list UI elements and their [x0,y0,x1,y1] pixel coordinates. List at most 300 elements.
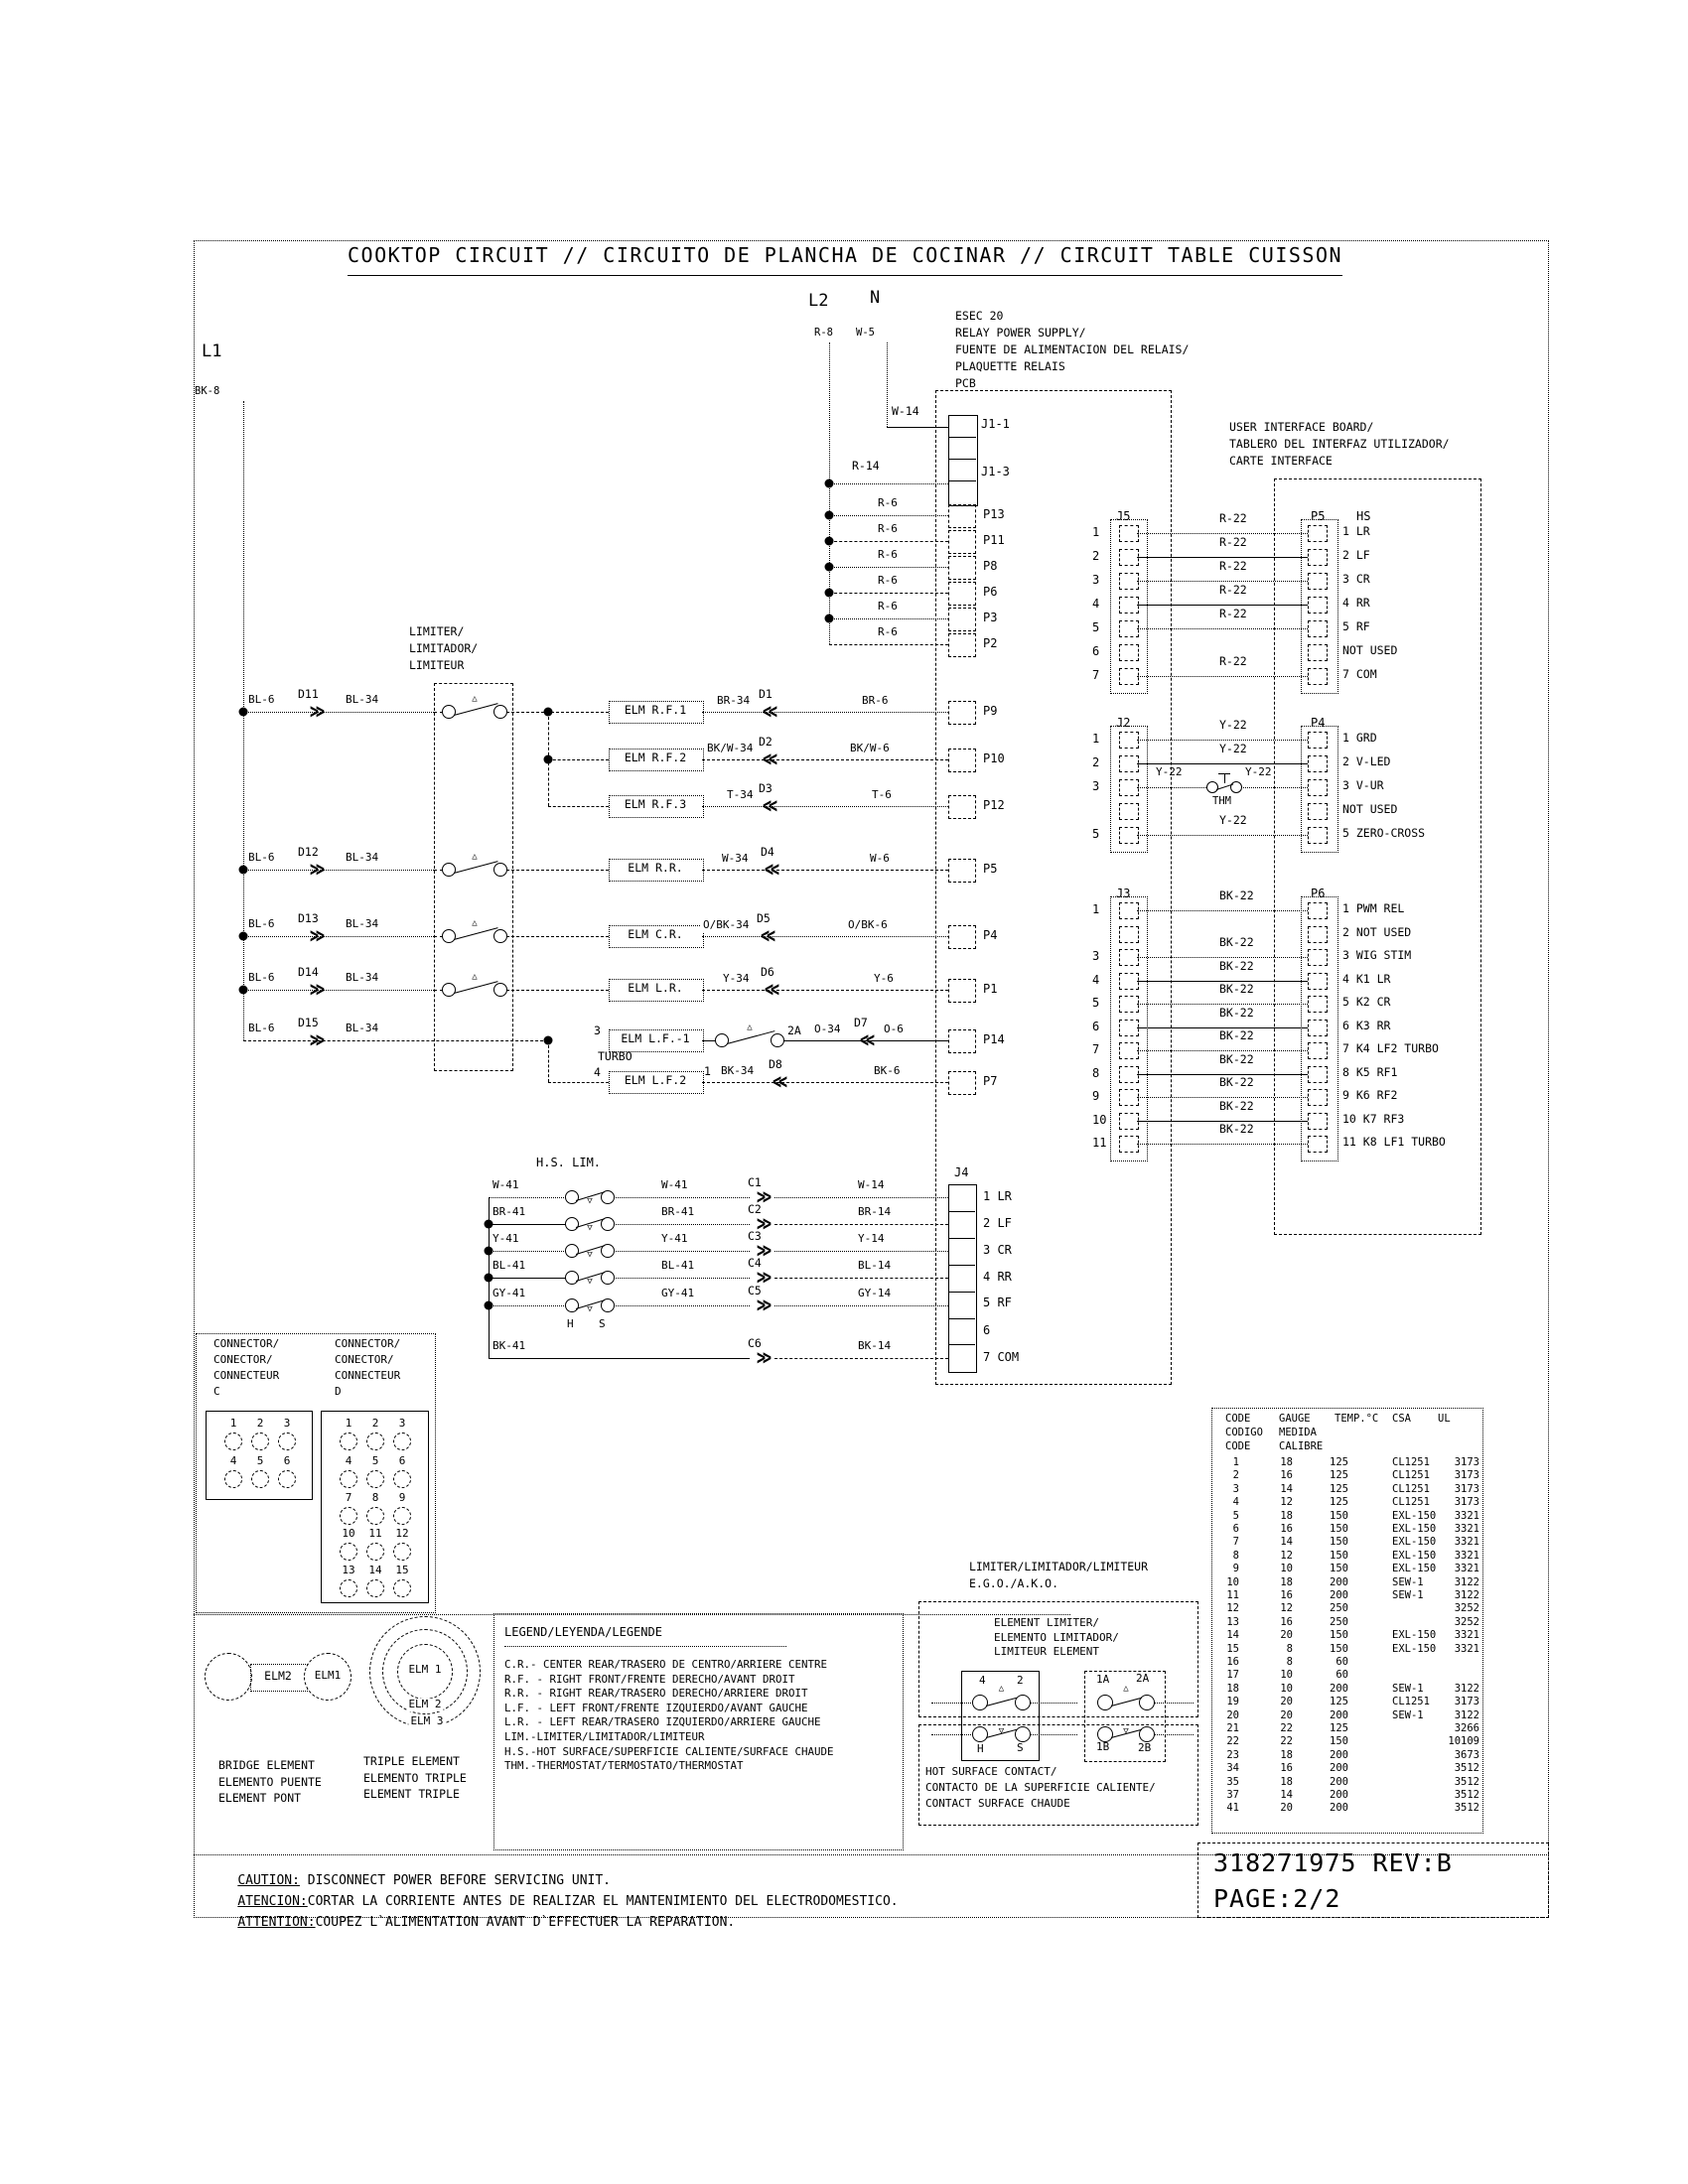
pin-function-label: 2 LF [1342,548,1370,562]
wire-label: R-6 [878,574,898,587]
pin-function-label: NOT USED [1342,802,1398,816]
element-wire [702,712,948,713]
wire-label: Y-22 [1219,718,1247,732]
wire-label: BL-34 [346,917,379,930]
pin-circle [251,1470,269,1488]
wire-label: Y-14 [858,1232,885,1245]
connector-ref: D15 [298,1016,319,1029]
contact-circle [972,1695,988,1710]
gauge-cell: 3321 [1454,1536,1479,1549]
contact-circle [493,705,507,719]
gauge-cell: 150 [1330,1549,1348,1562]
gauge-cell: 20 [1280,1708,1293,1721]
connector-ref: C2 [748,1202,762,1216]
relay-port-box [948,749,976,772]
pin-number: 1A [1096,1673,1110,1686]
chevron-left-icon: << [760,922,774,949]
gauge-cell: EXL-150 [1392,1509,1437,1522]
wire-label: BL-34 [346,971,379,984]
gauge-cell: EXL-150 [1392,1629,1437,1642]
wire-label: BK-22 [1219,888,1254,902]
hs-wire [614,1278,750,1279]
pin-number: 8 [371,1491,379,1504]
connector-label: J5 [1116,509,1131,523]
connector-title: CONNECTOR/ [335,1337,401,1350]
elm-ring-label: ELM 2 [408,1698,442,1710]
element-wire [702,870,948,871]
element-label: ELM R.R. [628,861,683,875]
element-label: ELM L.F.2 [624,1073,687,1087]
gauge-cell: 13 [1226,1615,1239,1628]
gauge-cell: 200 [1330,1789,1348,1801]
element-feed [506,712,609,713]
wire-label: GY-41 [661,1287,695,1299]
wire-label: BL-6 [248,1022,275,1034]
j4-cell-divider [948,1292,975,1293]
page-title: COOKTOP CIRCUIT // CIRCUITO DE PLANCHA DE COCINAR // CIRCUIT TABLE CUISSON [348,244,1342,276]
hs-wire [489,1197,566,1198]
harness-wire [1137,1004,1308,1005]
pin-box [1308,755,1328,772]
bridge-element-circle [205,1653,252,1701]
pin-number: 8 [1092,1065,1100,1080]
caution-text: COUPEZ L`ALIMENTATION AVANT D`EFFECTUER LA REPARATION. [315,1915,736,1931]
chevron-right-icon: >> [309,1026,323,1053]
junction-dot [825,537,834,546]
chevron-left-icon: << [762,746,775,772]
gauge-cell: 41 [1226,1802,1239,1815]
pin-number: 2 [256,1417,264,1430]
stub-wire [931,1703,973,1704]
branch-wire [548,1082,609,1083]
contact-circle [771,1033,784,1047]
pin-circle [340,1543,357,1561]
relay-port-label: P13 [983,507,1005,521]
pin-circle [278,1433,296,1450]
element-feed [243,712,434,713]
pin-box [1119,732,1139,749]
element-feed [243,936,434,937]
gauge-cell: 16 [1280,1589,1293,1601]
pin-box [1308,1066,1328,1083]
pin-number: 2A [1136,1672,1150,1685]
wire-label: Y-34 [723,972,750,985]
pin-box [1119,973,1139,990]
gauge-cell: 200 [1330,1575,1348,1588]
wire-label: Y-6 [874,972,894,985]
junction-dot [825,511,834,520]
element-pin-number: 3 [594,1024,601,1037]
connector-ref: D12 [298,845,319,859]
gauge-cell: 12 [1280,1602,1293,1615]
gauge-cell: 150 [1330,1509,1348,1522]
pin-box [1308,996,1328,1013]
gauge-cell: EXL-150 [1392,1563,1437,1575]
element-limiter-caption: ELEMENTO LIMITADOR/ [994,1630,1119,1644]
harness-wire [1137,1050,1308,1051]
hot-surface-nabla-icon: ▽ [587,1277,593,1287]
relay-port-label: P5 [983,862,998,876]
pin-number: 5 [371,1454,379,1467]
gauge-cell: 8 [1286,1656,1293,1668]
limiter-triangle-icon: △ [998,1684,1005,1694]
relay-port-label: P6 [983,585,998,599]
stub-wire [931,1734,973,1735]
gauge-cell: 125 [1330,1696,1348,1708]
n-label: N [870,288,881,308]
elm2-label: ELM2 [264,1669,292,1683]
harness-wire [1137,910,1308,911]
document-number: 318271975 REV:B [1213,1848,1453,1877]
hot-surface-nabla-icon: ▽ [587,1196,593,1206]
wire-label: W-34 [722,852,749,865]
j4-cell-divider [948,1318,975,1319]
gauge-cell: 18 [1280,1748,1293,1761]
gauge-cell: 21 [1226,1722,1239,1734]
harness-wire [1137,676,1308,677]
relay-board-title: PCB [955,376,976,390]
pin-number: 1B [1096,1740,1110,1753]
gauge-cell: 3122 [1454,1682,1479,1695]
wire-label: BK-22 [1219,958,1254,973]
pin-box [1119,525,1139,542]
pin-box [1308,549,1328,566]
r14-wire [829,483,948,484]
contact-circle [565,1217,579,1231]
hs-wire [614,1197,750,1198]
j1-cell-divider [948,437,976,438]
pin-box [1308,620,1328,637]
element-feed [506,990,609,991]
connector-ref: D5 [757,911,771,925]
wire-label: R-22 [1219,583,1247,597]
bridge-caption: BRIDGE ELEMENT [218,1758,315,1772]
wire-label: R-6 [878,600,898,613]
hs-wire [489,1305,566,1306]
gauge-cell: 10 [1226,1575,1239,1588]
element-feed [243,990,434,991]
pin-box [1308,732,1328,749]
connector-title: CONNECTEUR [213,1369,280,1382]
wire-label: Y-22 [1219,742,1247,755]
pin-box [1308,779,1328,796]
contact-circle [493,983,507,997]
gauge-cell: 150 [1330,1536,1348,1549]
pin-box [1119,803,1139,820]
limiter-triangle-icon: △ [472,918,478,928]
wire-label: BR-34 [717,694,751,707]
triple-caption: ELEMENTO TRIPLE [363,1770,467,1785]
gauge-cell: 2 [1232,1469,1239,1482]
pin-number: 1 [1092,732,1100,746]
l2-wire-label: R-8 [814,327,833,339]
pin-number: 14 [368,1564,382,1576]
gauge-cell: 22 [1280,1735,1293,1748]
gauge-cell: 3321 [1454,1563,1479,1575]
pin-function-label: 5 RF [983,1296,1012,1309]
gauge-cell: 12 [1226,1602,1239,1615]
wire-label: BL-6 [248,693,275,706]
relay-port-label: P3 [983,611,998,624]
harness-wire [1137,628,1308,629]
gauge-cell: 12 [1280,1496,1293,1509]
gauge-cell: EXL-150 [1392,1642,1437,1655]
gauge-cell: 200 [1330,1775,1348,1788]
connector-ref: C5 [748,1284,762,1297]
gauge-cell: CL1251 [1392,1456,1430,1468]
pin-box [1119,1020,1139,1036]
relay-port-label: P14 [983,1032,1005,1046]
j4-cell-divider [948,1211,975,1212]
pin-number: 6 [1092,1019,1100,1033]
gauge-cell: 11 [1226,1589,1239,1601]
element-pin-number: 1 [704,1064,711,1078]
element-wire [702,936,948,937]
legend-line: L.F. - LEFT FRONT/FRENTE IZQUIERDO/AVANT GAUCHE [504,1701,808,1714]
harness-wire [1137,557,1308,558]
pin-function-label: 3 WIG STIM [1342,948,1412,962]
caution-text: CORTAR LA CORRIENTE ANTES DE REALIZAR EL MANTENIMIENTO DEL ELECTRODOMESTICO. [307,1894,899,1910]
pin-box [1119,996,1139,1013]
pin-function-label: 1 PWM REL [1342,901,1405,915]
pin-function-label: 4 K1 LR [1342,971,1391,986]
gauge-header: CSA [1392,1413,1411,1425]
element-feed [506,870,609,871]
r6-wire [829,618,948,619]
element-label: ELM L.F.-1 [621,1031,690,1045]
connector-label: J2 [1116,716,1131,730]
wire-label: O/BK-34 [703,918,750,931]
connector-ref: D2 [759,735,773,749]
connector-label: P4 [1311,716,1326,730]
gauge-cell: 200 [1330,1682,1348,1695]
harness-wire [1137,533,1308,534]
gauge-cell: 15 [1226,1642,1239,1655]
relay-port-label: P8 [983,559,998,573]
gauge-cell: 20 [1280,1696,1293,1708]
harness-wire [1137,1097,1308,1098]
relay-port-box [948,925,976,949]
relay-port-label: P7 [983,1074,998,1088]
harness-wire [1137,605,1308,606]
elm1-label: ELM1 [314,1669,342,1682]
pin-circle [340,1507,357,1525]
pin-box [1119,620,1139,637]
pin-function-label: 11 K8 LF1 TURBO [1342,1135,1446,1149]
connector-title: C [213,1385,220,1398]
legend-line: H.S.-HOT SURFACE/SUPERFICIE CALIENTE/SURFACE CHAUDE [504,1744,834,1758]
wire-label: BK-6 [874,1064,901,1077]
wire-label: W-6 [870,852,890,865]
gauge-cell: 200 [1330,1762,1348,1775]
stub-wire [1030,1734,1077,1735]
relay-port-box [948,608,976,631]
gauge-cell: 125 [1330,1482,1348,1495]
contact-circle [565,1190,579,1204]
pin-box [1308,803,1328,820]
bridge-caption: ELEMENTO PUENTE [218,1774,322,1789]
pin-function-label: 9 K6 RF2 [1342,1088,1398,1102]
gauge-cell: 60 [1336,1656,1348,1668]
gauge-cell: 14 [1280,1789,1293,1801]
chevron-right-icon: >> [309,856,323,883]
gauge-cell: 14 [1280,1536,1293,1549]
gauge-cell: SEW-1 [1392,1589,1424,1601]
gauge-cell: 3321 [1454,1642,1479,1655]
hs-wire [614,1305,750,1306]
pin-number: 5 [256,1454,264,1467]
hot-surface-caption: HOT SURFACE CONTACT/ [925,1765,1057,1778]
connector-title: CONECTOR/ [335,1353,394,1366]
pin-number: 9 [1092,1089,1100,1103]
j4-cell-divider [948,1238,975,1239]
legend-line: R.R. - RIGHT REAR/TRASERO DERECHO/ARRIERE DROIT [504,1687,808,1701]
gauge-cell: 3 [1232,1482,1239,1495]
gauge-header: GAUGE [1279,1413,1311,1425]
hs-wire [774,1305,948,1306]
gauge-cell: 150 [1330,1563,1348,1575]
l1-label: L1 [202,341,222,361]
gauge-cell: 10 [1280,1563,1293,1575]
gauge-cell: 17 [1226,1669,1239,1682]
pin-function-label: 5 K2 CR [1342,995,1391,1009]
pin-circle [340,1579,357,1597]
connector-label: J3 [1116,887,1131,900]
gauge-cell: 20 [1280,1802,1293,1815]
wire-label: BR-6 [862,694,889,707]
contact-circle [493,863,507,877]
elm-ring-label: ELM 3 [410,1714,444,1727]
limiter-detail-title: LIMITER/LIMITADOR/LIMITEUR [969,1560,1149,1573]
hs-wire [774,1224,948,1225]
gauge-header: CODE [1225,1440,1251,1452]
relay-port-box [948,504,976,528]
harness-wire [1137,763,1308,764]
pin-box [1119,644,1139,661]
pin-number: 5 [1092,827,1100,841]
hs-wire [614,1224,750,1225]
wire-label: BK/W-34 [707,742,754,754]
gauge-cell: 3173 [1454,1456,1479,1468]
gauge-cell: 150 [1330,1642,1348,1655]
gauge-cell: CL1251 [1392,1482,1430,1495]
connector-ref: C6 [748,1336,762,1350]
wire-label: W-14 [858,1178,885,1191]
l1-wire-label: BK-8 [195,385,220,397]
wire-label: BK-22 [1219,1051,1254,1066]
wire-label: BK-22 [1219,1005,1254,1020]
relay-board-title: FUENTE DE ALIMENTACION DEL RELAIS/ [955,342,1190,356]
gauge-cell: 37 [1226,1789,1239,1801]
gauge-cell: 8 [1286,1642,1293,1655]
ui-board-title: CARTE INTERFACE [1229,454,1333,468]
gauge-cell: 20 [1226,1708,1239,1721]
gauge-cell: 3512 [1454,1762,1479,1775]
gauge-cell: CL1251 [1392,1696,1430,1708]
pin-number: 10 [342,1527,355,1540]
wire-label: BL-6 [248,971,275,984]
element-feed [506,936,609,937]
pin-function-label: 4 RR [983,1270,1012,1284]
gauge-cell: 3122 [1454,1708,1479,1721]
hot-surface-nabla-icon: ▽ [1123,1726,1129,1736]
element-wire [702,1040,716,1041]
connector-header: HS [1356,509,1371,523]
pin-number: H [977,1742,984,1755]
gauge-cell: 18 [1226,1682,1239,1695]
connector-ref: D6 [761,965,774,979]
legend-line: L.R. - LEFT REAR/TRASERO IZQUIERDO/ARRIERE GAUCHE [504,1715,821,1729]
pin-circle [278,1470,296,1488]
pin-box [1308,1089,1328,1106]
gauge-cell: 3173 [1454,1696,1479,1708]
gauge-cell: 3173 [1454,1469,1479,1482]
gauge-cell: 5 [1232,1509,1239,1522]
connector-ref: C4 [748,1256,762,1270]
relay-port-box [948,1029,976,1053]
gauge-cell: 23 [1226,1748,1239,1761]
wire-label: BL-14 [858,1259,892,1272]
gauge-cell: 18 [1280,1575,1293,1588]
relay-port-label: P2 [983,636,998,650]
branch-bus [548,1040,549,1082]
gauge-cell: 3512 [1454,1789,1479,1801]
pin-number: 1 [1092,902,1100,916]
gauge-cell: 14 [1226,1629,1239,1642]
pin-number: 3 [1092,949,1100,963]
pin-circle [366,1543,384,1561]
chevron-right-icon: >> [309,698,323,725]
chevron-left-icon: << [762,792,775,819]
pin-number: 11 [368,1527,382,1540]
pin-function-label: 7 COM [983,1350,1020,1364]
thm-stem [1224,773,1225,783]
pin-box [1119,926,1139,943]
relay-port-label: P1 [983,982,998,996]
pin-circle [393,1543,411,1561]
gauge-cell: 3321 [1454,1523,1479,1535]
gauge-cell: 1 [1232,1456,1239,1468]
pin-function-label: 7 COM [1342,667,1377,681]
wire-label: BK-41 [492,1339,526,1352]
gauge-cell: 3173 [1454,1496,1479,1509]
chevron-right-icon: >> [309,922,323,949]
ui-board-title: TABLERO DEL INTERFAZ UTILIZADOR/ [1229,437,1450,451]
pin-box [1119,827,1139,844]
pin-number: 1 [345,1417,352,1430]
branch-wire [548,806,609,807]
triple-caption: ELEMENT TRIPLE [363,1787,460,1801]
hs-wire [774,1197,948,1198]
hs-wire [774,1358,948,1359]
pin-number: 15 [395,1564,409,1576]
pin-box [1308,1020,1328,1036]
chevron-right-icon: >> [756,1264,770,1291]
wire-label: BR-14 [858,1205,892,1218]
n-wire-label: W-5 [856,327,875,339]
junction-dot [825,614,834,623]
l1-bus [243,401,244,1040]
legend-line: THM.-THERMOSTAT/TERMOSTATO/THERMOSTAT [504,1759,744,1773]
page-number: PAGE:2/2 [1213,1884,1341,1913]
element-limiter-caption: ELEMENT LIMITER/ [994,1616,1099,1629]
n-bus [887,342,888,427]
hs-lim-label: H.S. LIM. [536,1156,602,1169]
element-feed [243,870,434,871]
contact-circle [1015,1695,1031,1710]
wire-label: R-22 [1219,535,1247,549]
pin-number: 10 [1092,1112,1107,1127]
